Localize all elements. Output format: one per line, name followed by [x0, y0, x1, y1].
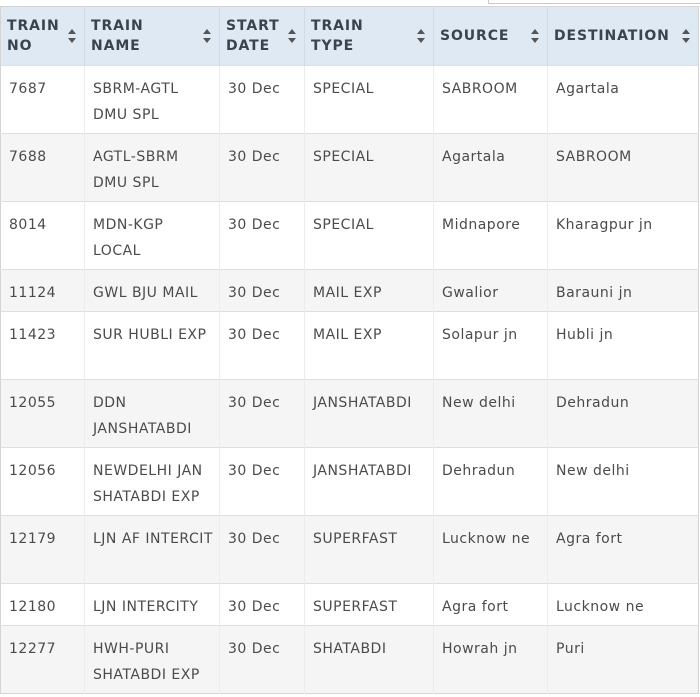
- cell-source: Dehradun: [434, 448, 548, 516]
- cell-destination: Agra fort: [556, 531, 623, 547]
- cell-start-date: 30 Dec: [220, 270, 305, 312]
- cell-train-no: 12055: [1, 380, 85, 448]
- cell-train-no: 12277: [1, 626, 85, 694]
- cell-source: Midnapore: [434, 202, 548, 270]
- sort-icon[interactable]: [682, 29, 690, 43]
- column-header-label: START DATE: [226, 18, 280, 54]
- sort-icon[interactable]: [288, 29, 296, 43]
- cell-source: Agartala: [434, 134, 548, 202]
- table-row[interactable]: [1, 270, 699, 312]
- cell-train-name: AGTL-SBRM DMU SPL: [85, 134, 220, 202]
- column-header-label: TRAIN TYPE: [311, 18, 364, 54]
- table-row[interactable]: [1, 584, 699, 626]
- cell-destination: Agartala: [556, 81, 620, 97]
- column-header-label: SOURCE: [440, 28, 510, 44]
- table-row[interactable]: [1, 202, 699, 270]
- cell-train-name: LJN AF INTERCIT: [85, 516, 220, 584]
- table-row[interactable]: [1, 626, 699, 694]
- cell-source: Lucknow ne: [434, 516, 548, 584]
- table-row[interactable]: [1, 380, 699, 448]
- cell-train-type: JANSHATABDI: [305, 448, 434, 516]
- cell-train-type: MAIL EXP: [305, 312, 434, 380]
- search-input[interactable]: [488, 0, 700, 4]
- cell-destination: Barauni jn: [556, 285, 633, 301]
- table-header-row: [1, 7, 699, 66]
- column-header-train-type[interactable]: [305, 7, 434, 66]
- cell-train-name: SBRM-AGTL DMU SPL: [85, 66, 220, 134]
- cell-start-date: 30 Dec: [220, 66, 305, 134]
- table-row[interactable]: [1, 516, 699, 584]
- cell-train-no: 12179: [1, 516, 85, 584]
- column-header-label: TRAIN NO: [7, 18, 60, 54]
- cell-train-no: 7687: [1, 66, 85, 134]
- cell-train-type: JANSHATABDI: [305, 380, 434, 448]
- cell-start-date: 30 Dec: [220, 380, 305, 448]
- cell-train-name: NEWDELHI JAN SHATABDI EXP: [85, 448, 220, 516]
- column-header-train-name[interactable]: [85, 7, 220, 66]
- cell-train-type: SPECIAL: [305, 134, 434, 202]
- table-row[interactable]: [1, 66, 699, 134]
- cell-train-no: 8014: [1, 202, 85, 270]
- cell-source: Howrah jn: [434, 626, 548, 694]
- cell-train-name: MDN-KGP LOCAL: [85, 202, 220, 270]
- cell-destination: Hubli jn: [556, 327, 614, 343]
- cell-source: SABROOM: [434, 66, 548, 134]
- cell-destination: Kharagpur jn: [556, 217, 653, 233]
- column-header-train-no[interactable]: [1, 7, 85, 66]
- cell-start-date: 30 Dec: [220, 202, 305, 270]
- cell-train-name: GWL BJU MAIL: [85, 270, 220, 312]
- cell-train-type: MAIL EXP: [305, 270, 434, 312]
- sort-icon[interactable]: [417, 29, 425, 43]
- cell-train-no: 7688: [1, 134, 85, 202]
- cell-train-type: SUPERFAST: [305, 516, 434, 584]
- cell-train-name: DDN JANSHATABDI: [85, 380, 220, 448]
- cell-train-name: SUR HUBLI EXP: [85, 312, 220, 380]
- cell-start-date: 30 Dec: [220, 626, 305, 694]
- cell-destination: Puri: [556, 641, 585, 657]
- cell-start-date: 30 Dec: [220, 584, 305, 626]
- cell-source: Agra fort: [434, 584, 548, 626]
- cell-train-type: SPECIAL: [305, 202, 434, 270]
- cell-destination: Dehradun: [556, 395, 630, 411]
- cell-train-no: 11124: [1, 270, 85, 312]
- trains-table: [0, 6, 699, 694]
- column-header-label: TRAIN NAME: [91, 18, 144, 54]
- column-header-destination[interactable]: [548, 7, 699, 66]
- cell-source: Gwalior: [434, 270, 548, 312]
- cell-train-no: 12056: [1, 448, 85, 516]
- cell-train-type: SHATABDI: [305, 626, 434, 694]
- sort-icon[interactable]: [531, 29, 539, 43]
- sort-icon[interactable]: [68, 29, 76, 43]
- cell-train-no: 12180: [1, 584, 85, 626]
- cell-start-date: 30 Dec: [220, 516, 305, 584]
- cell-start-date: 30 Dec: [220, 134, 305, 202]
- cell-source: Solapur jn: [434, 312, 548, 380]
- cell-train-name: LJN INTERCITY: [85, 584, 220, 626]
- table-row[interactable]: [1, 312, 699, 380]
- cell-source: New delhi: [434, 380, 548, 448]
- table-row[interactable]: [1, 134, 699, 202]
- column-header-label: DESTINATION: [554, 28, 670, 44]
- cell-destination: New delhi: [556, 463, 630, 479]
- column-header-source[interactable]: [434, 7, 548, 66]
- table-row[interactable]: [1, 448, 699, 516]
- column-header-start-date[interactable]: [220, 7, 305, 66]
- cell-start-date: 30 Dec: [220, 312, 305, 380]
- cell-train-type: SUPERFAST: [305, 584, 434, 626]
- cell-train-name: HWH-PURI SHATABDI EXP: [85, 626, 220, 694]
- cell-train-type: SPECIAL: [305, 66, 434, 134]
- cell-train-no: 11423: [1, 312, 85, 380]
- cell-start-date: 30 Dec: [220, 448, 305, 516]
- cell-destination: Lucknow ne: [556, 599, 645, 615]
- sort-icon[interactable]: [203, 29, 211, 43]
- cell-destination: SABROOM: [556, 149, 632, 165]
